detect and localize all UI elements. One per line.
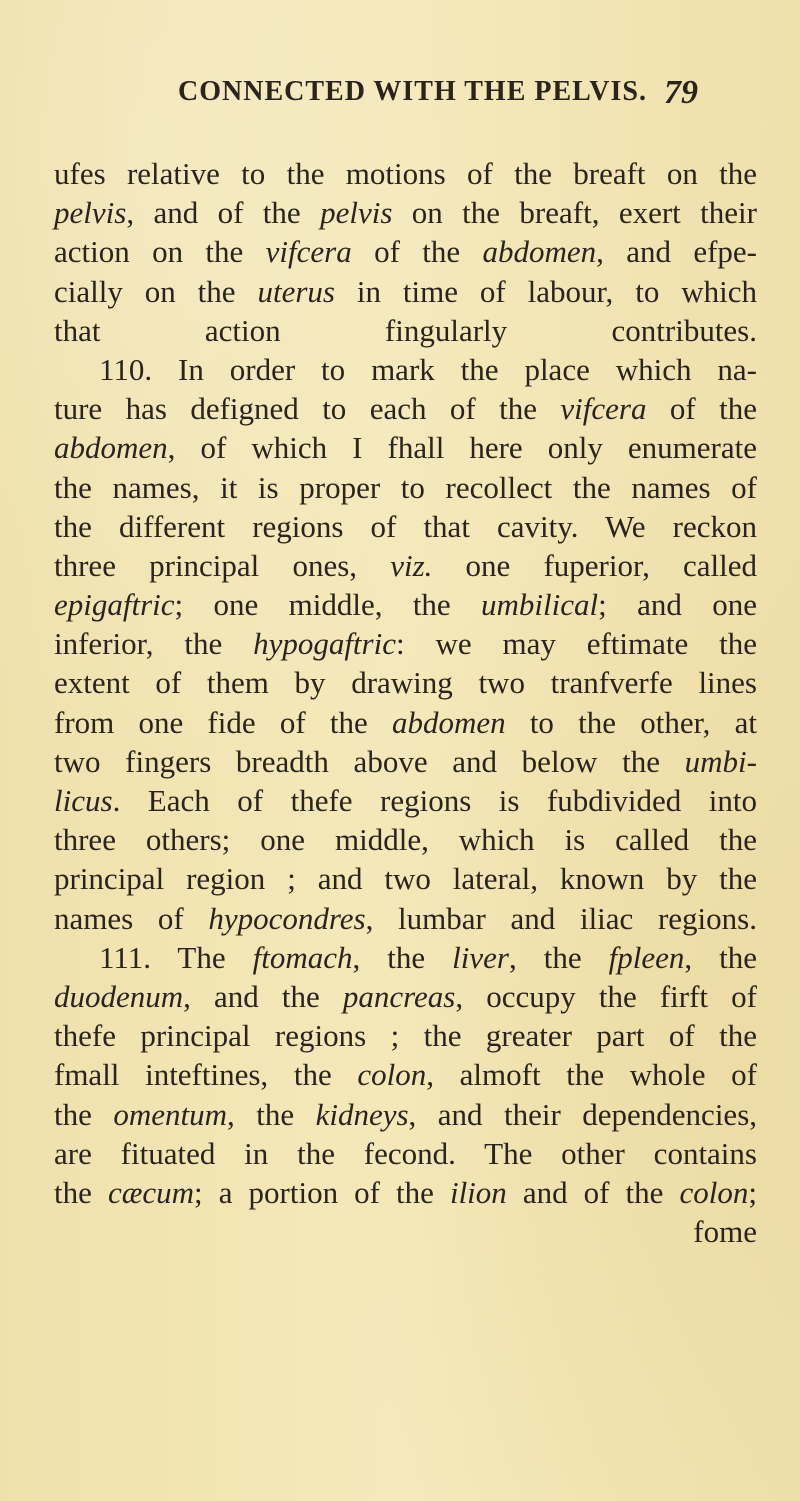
text-segment: from one fide of the — [54, 704, 392, 740]
text-segment: : we may eftimate the — [395, 626, 757, 662]
body-text — [54, 154, 757, 1251]
text-segment: the names, it is proper to recollect the names of — [54, 469, 757, 505]
text-segment: are fituated in the fecond. The other contains — [54, 1135, 757, 1171]
text-line — [54, 154, 757, 193]
text-line — [54, 742, 757, 781]
text-segment: licus — [54, 783, 113, 818]
text-segment: , occupy the firft of — [455, 978, 757, 1014]
text-line — [54, 468, 757, 507]
text-line — [54, 272, 757, 311]
text-segment: vifcera — [265, 234, 352, 270]
text-line — [54, 624, 757, 663]
text-segment: colon — [679, 1174, 749, 1210]
text-segment: fmall inteftines, the — [54, 1057, 358, 1093]
text-segment: inferior, the — [54, 626, 254, 662]
text-segment: names of — [54, 900, 209, 936]
text-line — [54, 781, 757, 820]
text-segment: , and of the — [126, 195, 321, 231]
text-line — [54, 1055, 757, 1094]
text-segment: vifcera — [560, 391, 647, 427]
text-segment: 110. — [99, 351, 153, 387]
text-segment: of the — [351, 234, 483, 270]
text-line — [54, 938, 757, 977]
text-segment: to the other, at — [505, 704, 757, 740]
text-line — [54, 703, 757, 742]
text-segment: ufes relative to the motions of the breaft on the — [54, 156, 757, 191]
text-segment: , and their dependencies, — [408, 1096, 758, 1132]
text-line — [54, 311, 757, 350]
text-segment: . Each of thefe regions is fubdivided into — [112, 783, 757, 818]
text-segment: two fingers breadth above and below the — [54, 743, 685, 779]
text-segment: ftomach — [252, 939, 353, 975]
text-line — [54, 1016, 757, 1055]
text-segment: fpleen — [608, 939, 685, 975]
text-line — [54, 899, 757, 938]
text-line — [54, 1095, 757, 1134]
text-segment: colon — [357, 1057, 427, 1093]
text-segment: , and efpe- — [596, 234, 757, 270]
text-segment: epigaftric — [54, 587, 175, 623]
text-segment: viz. — [390, 547, 433, 583]
text-segment: ; — [748, 1174, 757, 1210]
text-segment: the different regions of that cavity. We reckon — [54, 508, 757, 544]
text-segment: three others; one middle, which is called the — [54, 822, 757, 858]
text-segment: cially on the — [54, 273, 258, 309]
text-line — [54, 193, 757, 232]
text-segment: in time of labour, to which — [334, 273, 757, 309]
text-segment: ture has defigned to each of the — [54, 391, 561, 427]
text-segment: one fuperior, called — [432, 547, 757, 583]
text-segment: pancreas — [342, 978, 456, 1014]
text-segment: liver — [452, 939, 509, 975]
text-segment: principal region ; and two lateral, known by the — [54, 861, 757, 897]
text-line — [54, 977, 757, 1016]
text-line — [54, 350, 757, 389]
text-segment: hypocondres — [208, 900, 366, 936]
text-segment: the — [54, 1174, 108, 1210]
text-segment: three principal ones, — [54, 547, 391, 583]
text-segment: omentum — [113, 1096, 227, 1132]
text-line — [54, 428, 757, 467]
text-line — [54, 507, 757, 546]
text-segment: umbi- — [684, 743, 757, 779]
text-segment: In order to mark the place which na- — [152, 351, 757, 387]
text-line — [54, 585, 757, 624]
text-segment: action on the — [54, 234, 266, 270]
text-segment: thefe principal regions ; the greater part of the — [54, 1018, 757, 1054]
text-segment: abdomen — [482, 234, 597, 270]
text-segment: that action fingularly contributes. — [54, 312, 757, 348]
text-line — [54, 1134, 757, 1173]
text-line — [54, 663, 757, 702]
page-header — [178, 76, 738, 126]
text-segment: 111. — [99, 939, 151, 975]
text-line — [54, 859, 757, 898]
text-segment: extent of them by drawing two tranfverfe lines — [54, 665, 757, 701]
text-segment: hypogaftric — [253, 626, 396, 662]
text-segment: uterus — [257, 273, 335, 309]
text-segment: pelvis — [54, 195, 127, 231]
text-line — [54, 546, 757, 585]
text-segment: abdomen — [54, 430, 168, 466]
text-segment: cæcum — [107, 1174, 195, 1210]
text-segment: ; one middle, the — [174, 587, 482, 623]
text-segment: duodenum — [54, 978, 184, 1014]
text-segment: fome — [693, 1214, 757, 1250]
text-segment: the — [54, 1096, 114, 1132]
text-segment: , the — [508, 939, 609, 975]
text-segment: , the — [227, 1096, 316, 1132]
text-line — [54, 389, 757, 428]
text-segment: kidneys — [315, 1096, 409, 1132]
text-segment: , the — [684, 939, 758, 975]
text-segment: , and the — [183, 978, 343, 1014]
page-number: 79 — [664, 74, 698, 111]
text-segment: abdomen — [391, 704, 506, 740]
text-segment: , lumbar and iliac regions. — [365, 900, 757, 936]
text-segment: , of which I fhall here only enumerate — [167, 430, 757, 466]
text-segment: The — [150, 939, 253, 975]
text-segment: , almoft the whole of — [426, 1057, 757, 1093]
text-line — [54, 1212, 757, 1251]
text-line — [54, 232, 757, 271]
text-segment: ; and one — [598, 587, 757, 623]
running-head: CONNECTED WITH THE PELVIS. — [178, 76, 647, 107]
text-segment: , the — [352, 939, 453, 975]
text-segment: ; a portion of the — [194, 1174, 450, 1210]
text-segment: of the — [646, 391, 757, 427]
text-segment: ilion — [449, 1174, 507, 1210]
text-segment: and of the — [506, 1174, 680, 1210]
text-line — [54, 820, 757, 859]
text-segment: on the breaft, exert their — [392, 195, 757, 231]
text-segment: umbilical — [481, 587, 599, 623]
text-segment: pelvis — [320, 195, 393, 231]
text-line — [54, 1173, 757, 1212]
